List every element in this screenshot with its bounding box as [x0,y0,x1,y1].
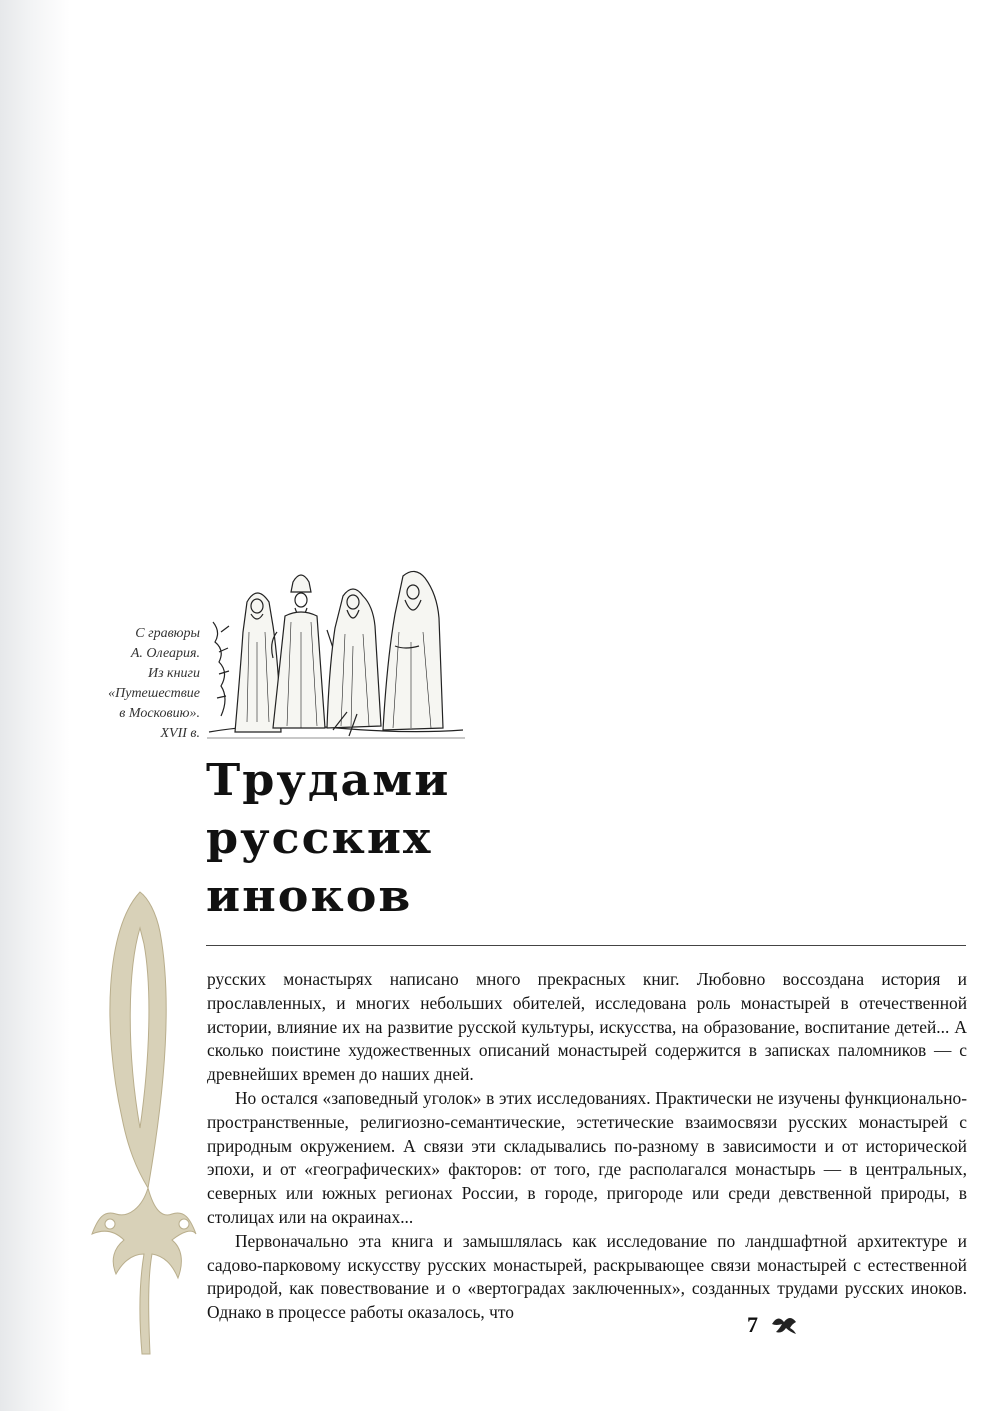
decorative-initial-letter-o [88,888,198,1358]
body-paragraph: русских монастырях написано много прекрасных книг. Любовно воссоздана история и прославленных, и многих небольших обителей, исследована роль монастырей в отечественной истории, влияние их на развитие русской культуры, искусства, на образование, воспитание детей... А сколько поистине художественных описаний монастырей содержится в записках паломников — с древнейших времен до наших дней. [207,969,967,1085]
caption-line: XVII в. [160,726,200,741]
monks-engraving-image [207,562,465,744]
body-paragraph: Первоначально эта книга и замышлялась как исследование по ландшафтной архитектуре и садово-парковому искусству русских монастырей, раскрывающее связи монастырей с естественной природой, как повествование и о «вертоградах заключенных», созданных трудами русских иноков. Однако в процессе работы оказалось, что [207,1230,967,1323]
body-text [207,968,967,1325]
body-paragraph: Но остался «заповедный уголок» в этих исследованиях. Практически не изучены функционально-пространственные, религиозно-семантические, эстетические взаимосвязи русских монастырей с природным окружением. А связи эти складывались по-разному в зависимости и от исторической эпохи, и от «географических» факторов: от того, где располагался монастырь — в центральных, северных или южных регионах России, в городе, пригороде или среди девственной природы, в столицах или на окраинах... [207,1087,967,1227]
caption-line: С гравюры [135,626,200,641]
page-number: 7 [747,1312,758,1337]
caption-line: А. Олеария. [130,646,200,661]
chapter-title [206,752,506,926]
title-divider-rule [206,945,966,946]
engraving-caption [60,624,200,744]
title-line: иноков [206,869,413,922]
caption-line: в Московию». [119,706,200,721]
folio-ornament-icon [770,1312,798,1336]
caption-line: Из книги [147,666,200,681]
title-line: Трудами [206,753,451,806]
caption-line: «Путешествие [108,686,200,701]
title-line: русских [206,811,433,864]
